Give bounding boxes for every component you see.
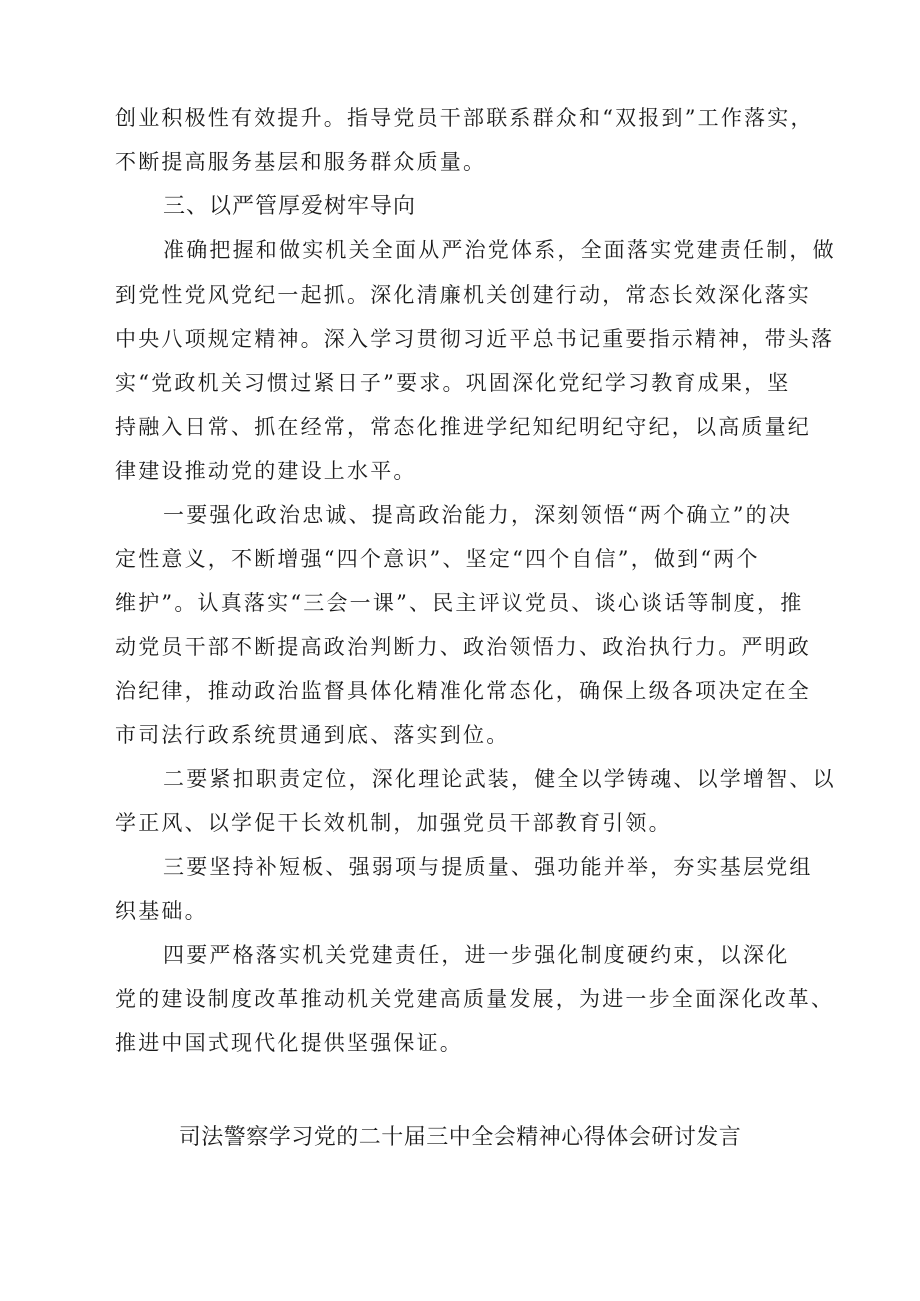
paragraph-1-line-6: 律建设推动党的建设上水平。	[115, 459, 417, 483]
paragraph-1-line-2: 到党性党风党纪一起抓。深化清廉机关创建行动，常态长效深化落实	[115, 283, 811, 307]
paragraph-2-line-5: 治纪律，推动政治监督具体化精准化常态化，确保上级各项决定在全	[115, 679, 811, 703]
paragraph-4-line-2: 织基础。	[115, 899, 208, 923]
intro-line-2: 不断提高服务基层和服务群众质量。	[115, 150, 487, 174]
paragraph-2-line-2: 定性意义，不断增强“四个意识”、坚定“四个自信”，做到“两个	[115, 547, 760, 571]
paragraph-4-line-1: 三要坚持补短板、强弱项与提质量、强功能并举，夯实基层党组	[163, 855, 813, 879]
paragraph-5-line-2: 党的建设制度改革推动机关党建高质量发展，为进一步全面深化改革、	[115, 987, 835, 1011]
paragraph-2-line-4: 动党员干部不断提高政治判断力、政治领悟力、政治执行力。严明政	[115, 635, 811, 659]
paragraph-3-line-2: 学正风、以学促干长效机制，加强党员干部教育引领。	[115, 811, 672, 835]
paragraph-1-line-4: 实“党政机关习惯过紧日子”要求。巩固深化党纪学习教育成果，坚	[115, 371, 791, 395]
section-heading: 三、以严管厚爱树牢导向	[163, 194, 417, 219]
intro-line-1: 创业积极性有效提升。指导党员干部联系群众和“双报到”工作落实，	[115, 106, 814, 130]
paragraph-2-line-1: 一要强化政治忠诚、提高政治能力，深刻领悟“两个确立”的决	[163, 503, 793, 527]
next-article-title: 司法警察学习党的二十届三中全会精神心得体会研讨发言	[178, 1125, 742, 1150]
paragraph-5-line-3: 推进中国式现代化提供坚强保证。	[115, 1031, 463, 1055]
paragraph-1-line-1: 准确把握和做实机关全面从严治党体系，全面落实党建责任制，做	[163, 238, 836, 262]
paragraph-1-line-5: 持融入日常、抓在经常，常态化推进学纪知纪明纪守纪，以高质量纪	[115, 415, 811, 439]
paragraph-5-line-1: 四要严格落实机关党建责任，进一步强化制度硬约束，以深化	[163, 943, 790, 967]
paragraph-3-line-1: 二要紧扣职责定位，深化理论武装，健全以学铸魂、以学增智、以	[163, 767, 836, 791]
paragraph-2-line-3: 维护”。认真落实“三会一课”、民主评议党员、谈心谈话等制度，推	[115, 591, 804, 615]
paragraph-2-line-6: 市司法行政系统贯通到底、落实到位。	[115, 723, 510, 747]
paragraph-1-line-3: 中央八项规定精神。深入学习贯彻习近平总书记重要指示精神，带头落	[115, 327, 835, 351]
